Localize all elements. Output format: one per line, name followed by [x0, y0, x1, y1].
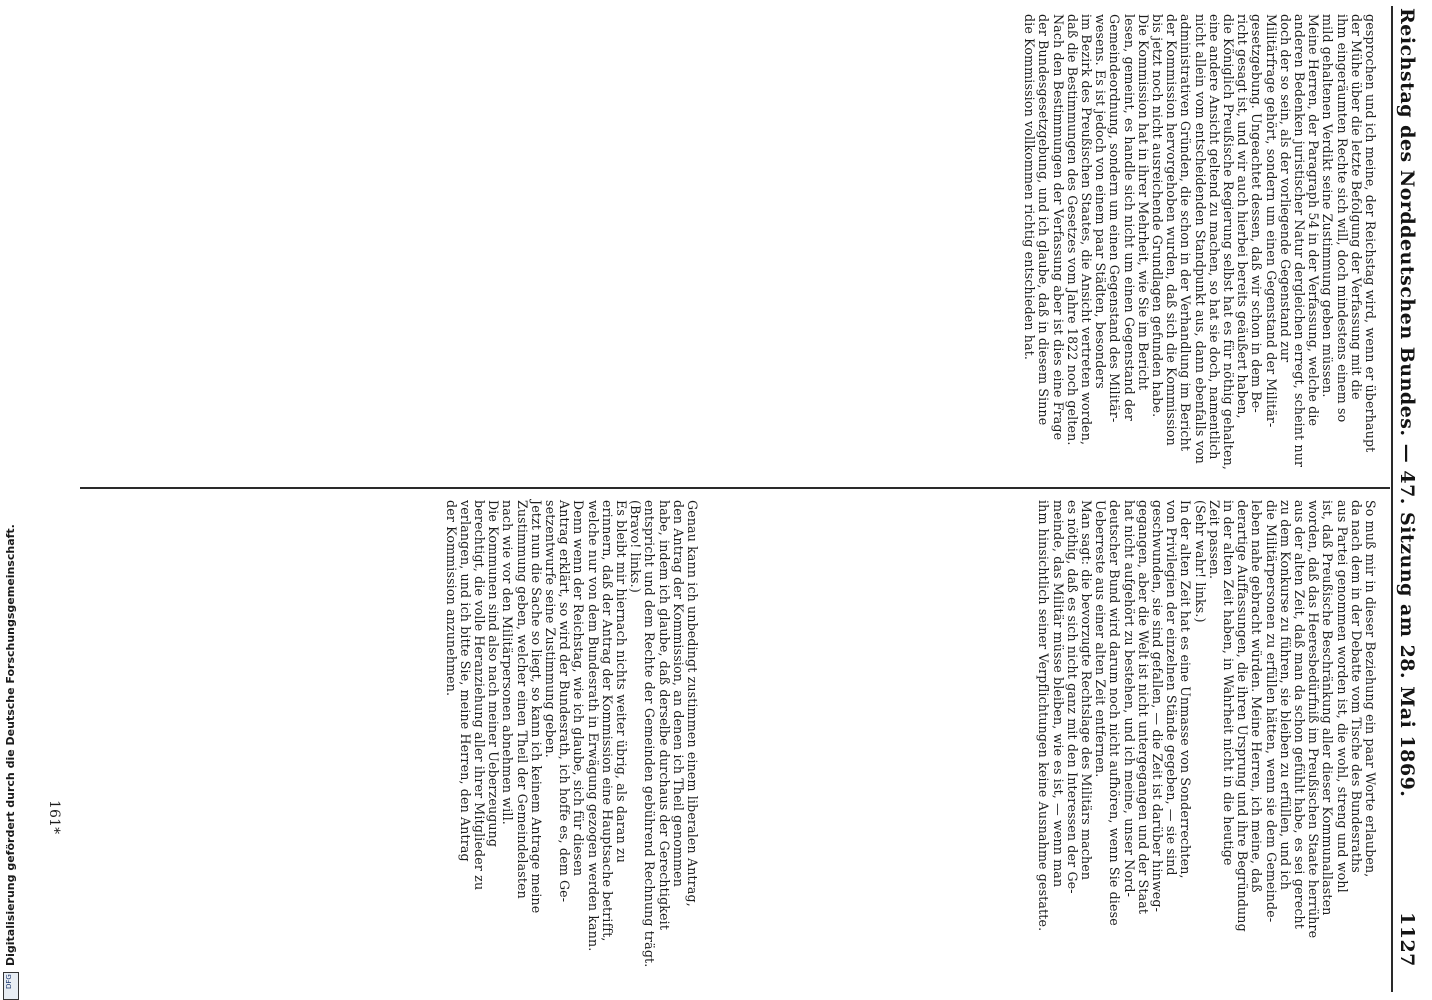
text-line: So muß mir in dieser Beziehung ein paar Worte erlauben,: [1363, 500, 1378, 878]
text-line: Meine Herren, der Paragraph 54 in der Verfassung, welche die: [1306, 14, 1322, 427]
text-line: Die Kommission hat in ihrer Mehrheit, wie Sie im Bericht: [1135, 14, 1151, 391]
text-line: Man sagt: die bevorzugte Rechtslage des Militärs machen: [1079, 500, 1094, 881]
text-line: der Bundesgesetzgebung, und ich glaube, daß in diesem Sinne: [1036, 14, 1052, 426]
text-line: Es bleibt mir hiernach nichts weiter übrig, als daran zu: [614, 500, 629, 864]
text-line: welche nur von dem Bundesrath in Erwägung gezogen werden kann.: [585, 500, 601, 952]
text-line: Ueberreste aus einer alten Zeit entfernen.: [1093, 500, 1109, 778]
text-line: bis jetzt noch nicht ausreichende Grundlagen gefunden habe.: [1150, 14, 1165, 418]
text-line: die Kommission vollkommen richtig entschieden hat.: [1022, 14, 1038, 361]
text-line: wesens. Es ist jedoch von einem paar Städten, besonders: [1093, 14, 1109, 389]
text-line: es nöthig, daß es sich nicht ganz mit den Interessen der Ge-: [1064, 500, 1080, 894]
text-line: Jetzt nun die Sache so liegt, so kann ich keinem Antrage meine: [528, 500, 544, 914]
text-line: anderen Bedenken juristischer Natur dergleichen erregt, scheint nur: [1292, 14, 1307, 468]
text-line: Militärfrage gehört, sondern um einen Gegenstand der Militär-: [1263, 14, 1279, 428]
text-line: administrativen Gründen, die schon in der Verhandlung im Bericht: [1178, 14, 1194, 452]
text-line: daß die Bestimmungen des Gesetzes vom Jahre 1822 noch gelten.: [1064, 14, 1080, 446]
text-line: nicht allein vom entscheidenden Standpunkt aus, dann ebenfalls von: [1192, 14, 1208, 464]
text-line: Denn wenn der Reichstag, wie ich glaube, sich für diesen: [571, 500, 587, 877]
text-line: nach wie vor den Militärpersonen abnehmen will.: [500, 500, 516, 825]
text-line: derartige Auffassungen, die ihren Ursprung und ihre Begründung: [1235, 500, 1251, 932]
signature-mark: 161*: [46, 800, 62, 835]
text-line: der Kommission anzunehmen.: [443, 500, 459, 697]
text-line: leben nahe gebracht würden. Meine Herren, ich meine, daß: [1249, 500, 1265, 893]
text-line: im Bezirk des Preußischen Staates, die Ansicht vertreten worden,: [1079, 14, 1094, 446]
text-line: ihm eingeräumten Rechte sich will, doch mindestens einem so: [1334, 14, 1350, 423]
text-line: entspricht und dem Rechte der Gemeinden gebührend Rechnung trägt.: [642, 500, 658, 968]
text-line: setzentwurfe seine Zustimmung geben.: [543, 500, 558, 758]
text-line: die Königlich Preußische Regierung selbst hat es für nöthig gehalten,: [1221, 14, 1236, 471]
page-number: 1127: [1396, 912, 1418, 967]
text-line: gegangen, aber die Welt ist nicht untergegangen und der Staat: [1135, 500, 1151, 915]
text-line: Zustimmung geben, welcher einen Theil der Gemeindelasten: [514, 500, 530, 899]
text-line: in der alten Zeit haben, in Wahrheit nicht in die heutige: [1221, 500, 1236, 866]
text-line: erinnern, daß der Antrag der Kommission eine Hauptsache betrifft,: [599, 500, 615, 942]
text-line: Die Kommunen sind also nach meiner Ueberzeugung: [486, 500, 502, 848]
header-rule: [1391, 6, 1393, 992]
text-line: hat nicht aufgehört zu bestehen, und ich meine, unser Nord-: [1121, 500, 1137, 897]
text-line: (Sehr wahr! links.): [1192, 500, 1208, 623]
text-line: Nach den Bestimmungen der Verfassung aber ist dies eine Frage: [1050, 14, 1066, 441]
text-line: da nach dem in der Debatte vom Tische des Bundesraths: [1348, 500, 1364, 873]
text-line: der Kommission hervorgehoben wurden, daß sich die Kommission: [1164, 14, 1180, 446]
text-line: deutscher Bund wird darum noch nicht aufhören, wenn Sie diese: [1107, 500, 1123, 926]
text-line: meinde, das Militär müsse bleiben, wie es ist, — wenn man: [1050, 500, 1066, 888]
text-line: lesen, gemeint, es handle sich nicht um einen Gegenstand der: [1121, 14, 1137, 421]
text-line: geschwunden, sie sind gefallen, — die Zeit ist darüber hinweg-: [1150, 500, 1165, 913]
text-line: doch der so sein, als der vorliegende Gegenstand zur: [1277, 14, 1293, 363]
text-line: habe, indem ich glaube, daß derselbe durchaus der Gerechtigkeit: [656, 500, 672, 931]
text-line: gesprochen und ich meine, der Reichstag wird, wenn er überhaupt: [1363, 14, 1378, 453]
text-line: verlangen, und ich bitte Sie, meine Herren, den Antrag: [457, 500, 473, 862]
text-line: ihm hinsichtlich seiner Verpflichtungen keine Ausnahme gestatte.: [1036, 500, 1052, 932]
text-line: Zeit passen.: [1206, 500, 1222, 580]
text-line: gesetzgebung. Ungeachtet dessen, daß wir schon in dem Be-: [1249, 14, 1265, 413]
text-line: Genau kann ich unbedingt zustimmen einem liberalen Antrag,: [685, 500, 700, 907]
text-line: eine andere Ansicht geltend zu machen, so hat sie doch, namentlich: [1206, 14, 1222, 460]
text-line: aus der alten Zeit, daß man da schon gefühlt habe, es sei gerecht: [1292, 500, 1307, 929]
text-line: den Antrag der Kommission, an denen ich Theil genommen: [670, 500, 686, 888]
text-line: die Militärpersonen zu erfüllen hätten, wenn sie dem Gemeinde-: [1263, 500, 1279, 923]
text-line: worden, daß das Heeresbedürfniß im Preußischen Staate herrühre: [1306, 500, 1322, 939]
text-line: richt gesagt ist, und wir auch hierbei bereits geäußert haben,: [1235, 14, 1251, 419]
text-line: berechtigt, die volle Heranziehung aller ihrer Mitglieder zu: [472, 500, 487, 891]
dfg-logo-icon: DFG: [3, 972, 19, 1000]
text-line: von Privilegien der einzelnen Stände gegeben, — sie sind: [1164, 500, 1180, 876]
text-line: mild gehaltenen Verdikt seine Zustimmung geben müssen.: [1320, 14, 1336, 398]
text-line: zu dem Konkurse zu führen, sie bleiben zu erfüllen, und ich: [1277, 500, 1293, 890]
digitization-note: Digitalisierung gefördert durch die Deutsche Forschungsgemeinschaft.: [4, 524, 17, 966]
page-header-title: Reichstag des Norddeutschen Bundes. — 47. Sitzung am 28. Mai 1869.: [1396, 8, 1418, 798]
text-line: ist, daß Preußische Beschränkung aller dieser Kommunallasten: [1320, 500, 1336, 916]
text-line: der Mühe über die letzte Befolgung der Verfassung mit die: [1348, 14, 1364, 400]
text-line: (Bravo! links.): [628, 500, 644, 593]
text-line: Antrag erklärt, so wird der Bundesrath, ich hoffe es, dem Ge-: [557, 500, 573, 903]
text-line: aus Partei genommen worden ist, die wohl, streng und wohl: [1334, 500, 1350, 893]
column-divider: [80, 487, 1390, 489]
text-line: Gemeindeordnung, sondern um einen Gegenstand des Militär-: [1107, 14, 1123, 423]
text-line: In der alten Zeit hat es eine Unmasse von Sonderrechten,: [1178, 500, 1194, 879]
